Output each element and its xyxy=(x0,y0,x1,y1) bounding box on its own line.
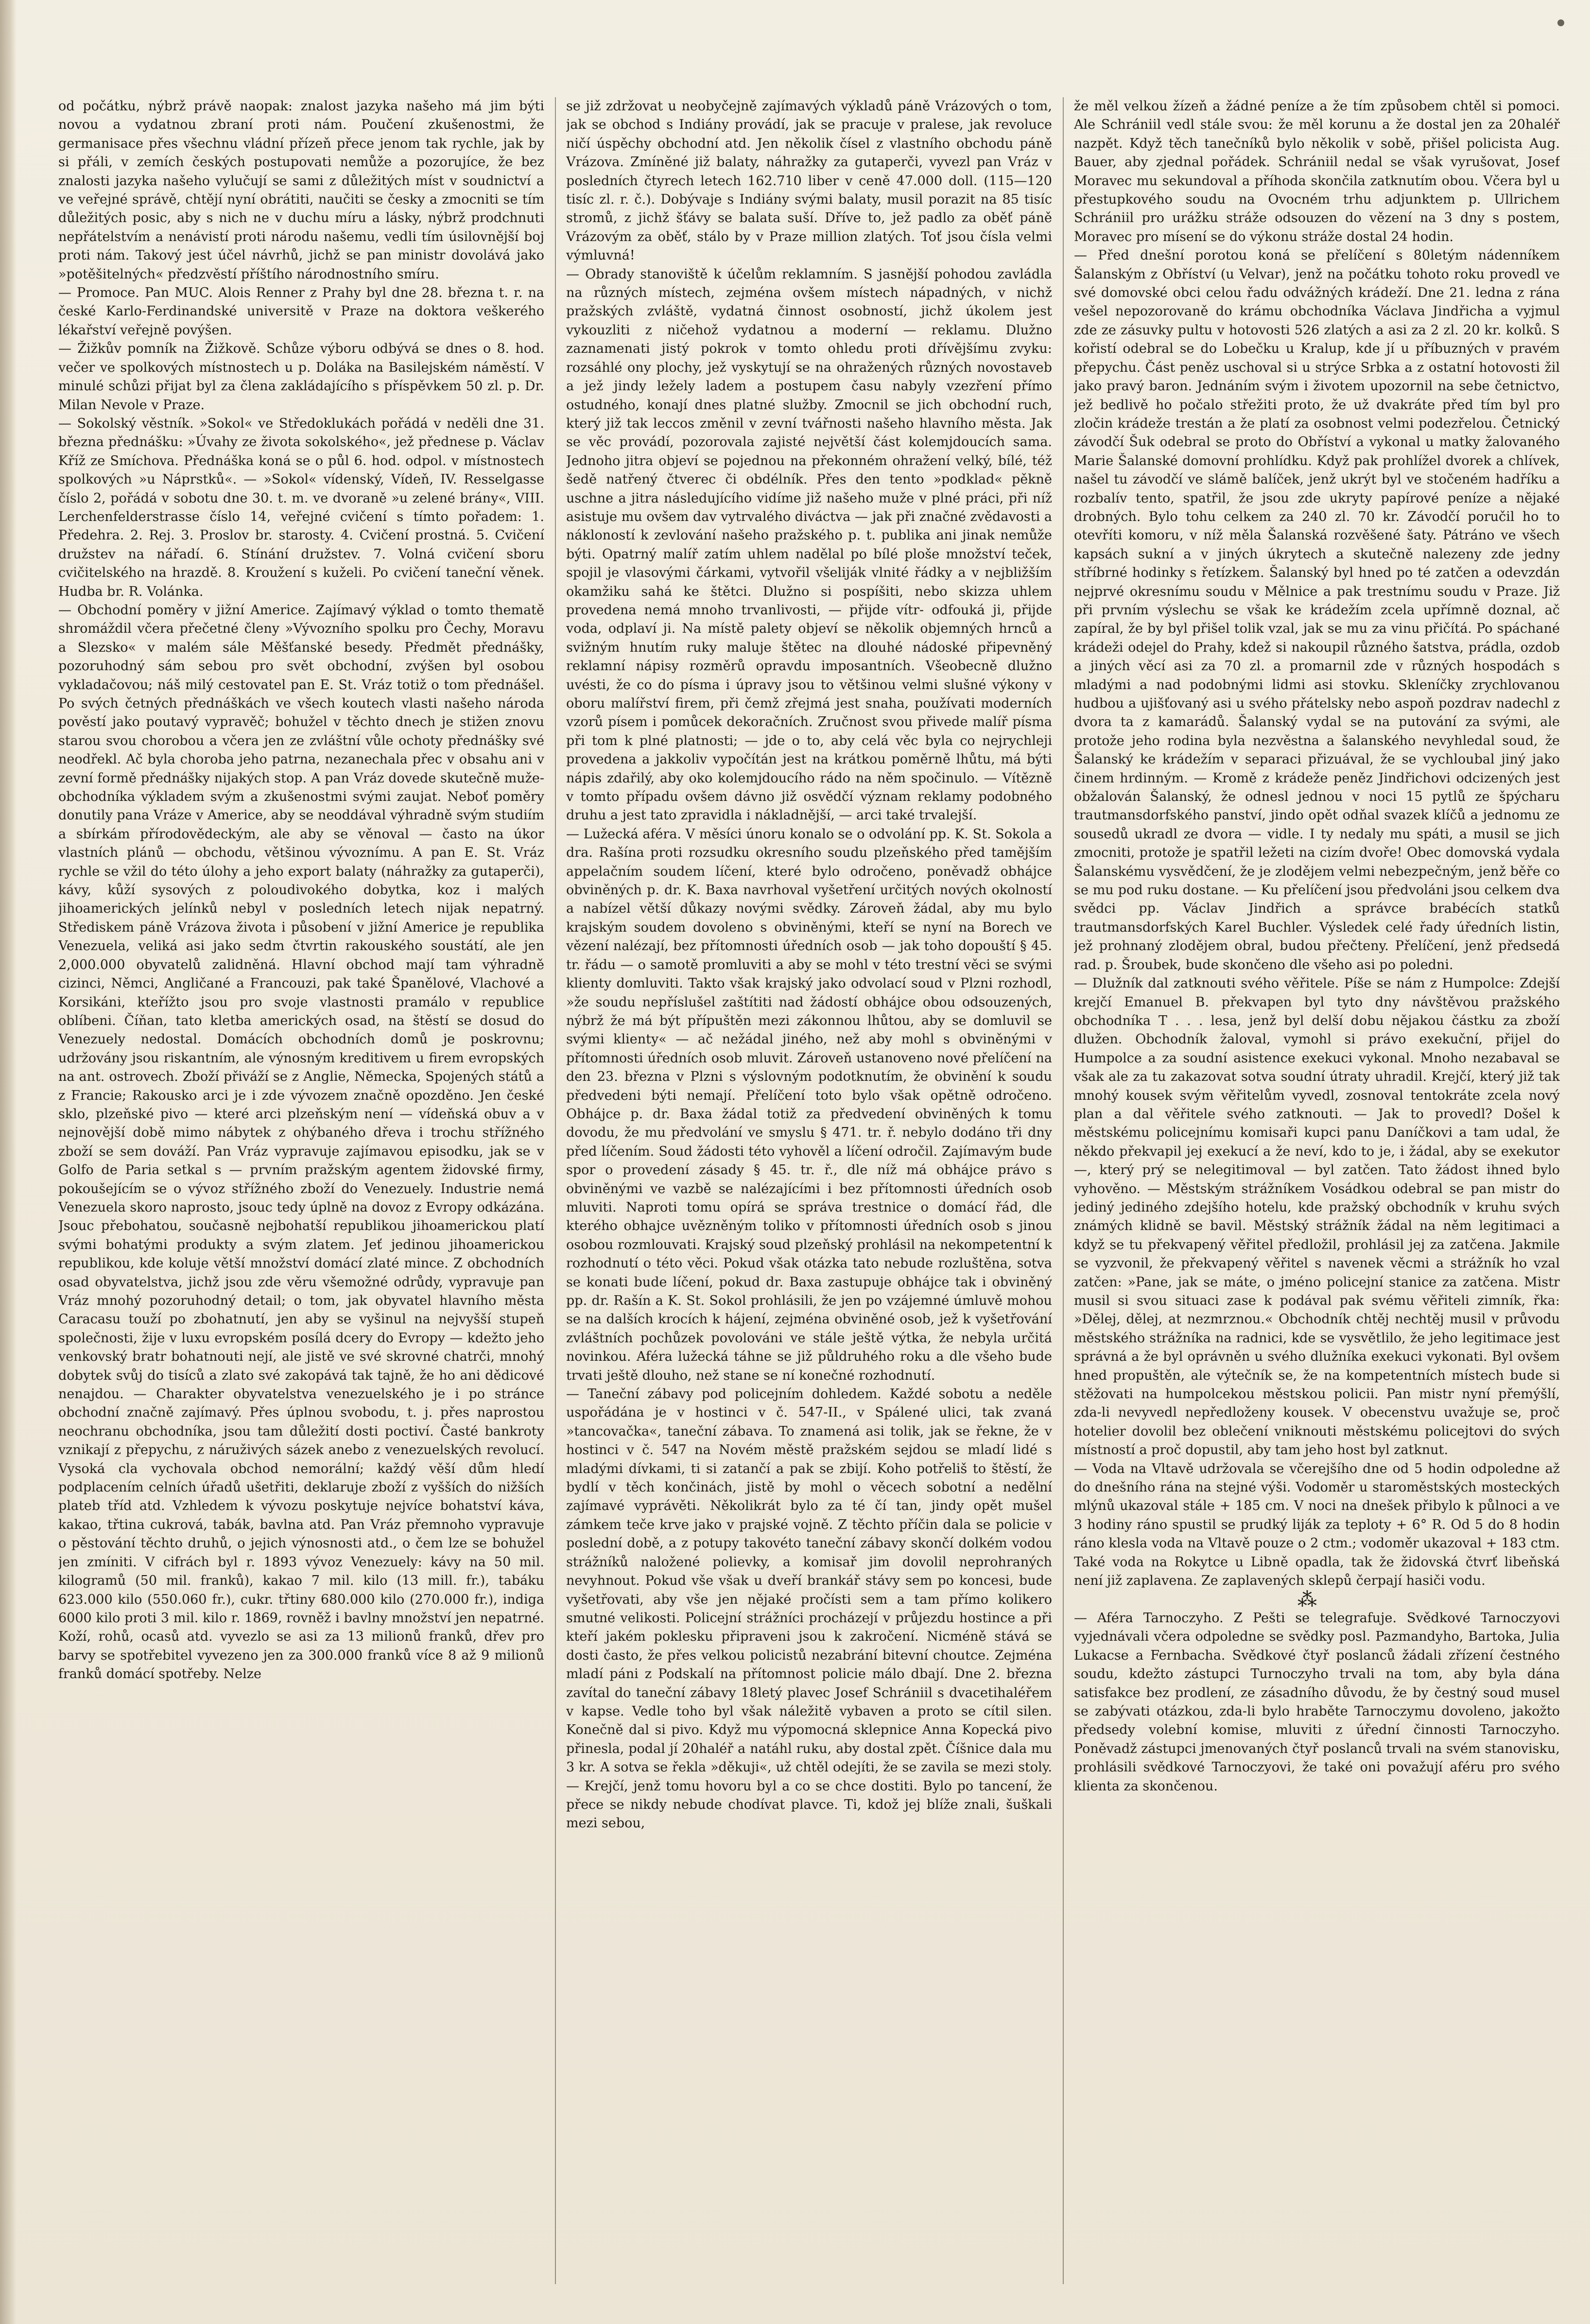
article-jury-trial: — Před dnešní porotou koná se přelíčení s 80letým nádenníkem Šalanským z Obříství (u Velvar), jenž na počátku tohoto roku provedl ve své domovské obci celou řadu odvážných krádeží. Dne 21. ledna z rána vešel nepozorovaně do krámu obchodníka Václava Jindřicha a vyjmul zde ze zásuvky pultu v hotovosti 526 zlatých a asi za 2 zl. 20 kr. kolků. S kořistí odebral se do Lobečku u Kralup, kde jí u příbuzných v pravém přepychu. Část peněz uschoval si u strýce Srbka a z ostatní hotovosti žil jako pravý baron. Jednáním svým i životem upozornil na sebe četnictvo, jež bedlivě ho počalo střežiti proto, že už dvakráte před tím byl pro zločin krádeže trestán a že platí za osobnost velmi podezřelou. Četnický závodčí Šuk odebral se proto do Obříství a vykonal u matky žalovaného Marie Šalanské domovní prohlídku. Když pak prohlížel dvorek a chlívek, našel tu závodčí ve slámě balíček, jenž ukrýt byl ve stočeném hadříku a rozbalív tento, spatřil, že jsou zde ukryty papírové peníze a nějaké drobných. Bylo tohu celkem za 240 zl. 70 kr. Závodčí poručil ho to otevříti komoru, v níž měla Šalanská rozvěšené šaty. Pátráno ve všech kapsách sukní a v jiných úkrytech a skutečně nalezeny zde jedny stříbrné hodinky s řetízkem. Šalanský byl hned po té zatčen a odevzdán nejprvé okresnímu soudu v Mělnice a pak trestnímu soudu v Praze. Již při prvním výslechu se však ke krádežím zcela upřímně doznal, ač zapíral, že by byl přišel tolik vzal, jak se mu za vinu přičítá. Po spáchané krádeži odejel do Prahy, kdež si nakoupil různého šatstva, prádla, ozdob a jiných věcí asi za 70 zl. a promarnil zde v různých hospodách s mladými a nad podobnými lidmi asi stovku. Skleníčky zrychlovanou hudbou a ujišťovaný asi u svého přátelsky nebo aspoň pozdrav nadechl z dvora ta z kamarádů. Šalanský vydal se na putování za svými, ale protože jeho rodina byla nezvěstna a šalanského nevyhledal soud, že Šalanský ke krádežím v separaci přizuával, že se vychloubal jiný jako činem hrdinným. — Kromě z krádeže peněz Jindřichovi odcizených jest obžalován Šalanský, že odnesl jednou v noci 15 pytlů ze špýcharu trautmansdorfského panství, jindo opět odňal svazek klíčů a jednomu ze sousedů ukradl ze dvora — vidle. I ty nedaly mu spáti, a musil se jich zmocniti, protože je spatřil ležeti na cizím dvoře! Obec domovská vydala Šalanskému vysvědčení, že je zlodějem velmi nebezpečným, jenž běře co se mu pod ruku dostane. — Ku přelíčení jsou předvoláni jsou celkem dva svědci pp. Václav Jindřich a správce brabécích statků trautmansdorfských Karel Buchler. Výsledek celé řady úředních listin, jež prohnaný zlodějem obral, budou přečteny. Přelíčení, jenž předsedá rad. p. Šroubek, bude skončeno dle všeho asi po poledni. xyxy=(1074,248,1560,972)
section-separator: ⁂ xyxy=(1297,1588,1336,1611)
paragraph-language-policy: od počátku, nýbrž právě naopak: znalost jazyka našeho má jim býti novou a vydatnou zbraní proti nám. Poučení zkušenostmi, že germanisace přes všechnu vládní přízeň přece jenom tak rychle, jak by si přáli, v zemích českých postupovati nemůže a pozorujíce, že bez znalosti jazyka našeho vylučují se sami z důležitých míst v soudnictví a ve veřejné správě, chtějí nyní obrátiti, naučiti se česky a zmocniti se tím důležitých posic, aby s nich ne v duchu míru a lásky, nýbrž prodchnuti nepřátelstvím a nenávistí proti národu našemu, vedli tím úsilovnější boj proti nám. Takový jest účel návrhů, jichž se pan ministr dovolává jako »potěšitelných« předzvěstí příštího národnostního smíru. xyxy=(58,99,544,282)
article-zizka-monument: — Žižkův pomník na Žižkově. Schůze výboru odbývá se dnes o 8. hod. večer ve spolkových místnostech u p. Doláka na Basilejském náměstí. V minulé schůzi přijat byl za člena zakládajícího s příspěvkem 50 zl. p. Dr. Milan Nevole v Praze. xyxy=(58,341,544,413)
page-binding-edge xyxy=(0,0,17,2324)
article-debtor-arrest: — Dlužník dal zatknouti svého věřitele. Píše se nám z Humpolce: Zdejší krejčí Emanuel B. překvapen byl tyto dny návštěvou pražského obchodníka T . . . lesa, jenž byl delší dobu nějakou částku za zboží dlužen. Obchodník žaloval, vymohl si právo exekuční, přijel do Humpolce a za soudní asistence exekuci vykonal. Mnoho nezabaval se však ale za tu zakazovat sotva soudní útraty uhradil. Krejčí, který již tak mnohý kousek svým věřitelům vyvedl, zosnoval tentokráte zcela nový plan a dal věřitele svého zatknouti. — Jak to provedl? Došel k městskému policejnímu komisaři kupci panu Daníčkovi a tam udal, že někdo překvapil jej exekucí a že neví, kdo to je, i žádal, aby se exekutor —, který prý se nelegitimoval — byl zatčen. Tato žádost ihned bylo vyhověno. — Městským strážníkem Vosádkou odebral se pan mistr do jediný jediného zdejšího hotelu, kde pražský obchodník v kruhu svých známých klidně se bavil. Městský strážník žádal na něm legitimaci a když se tu překvapený věřitel předložil, prohlásil jej za zatčena. Jakmile se vyzvonil, že překvapený věřitel s navenek věcmi a strážník ho vzal zatčen: »Pane, jak se máte, o jméno policejní stanice za zatčena. Mistr musil si svou situaci zase k podával pak svému věřiteli zimník, řka: »Dělej, dělej, at nezmrznou.« Obchodník chtěj nechtěj musil v průvodu městského strážníka na radnici, kde se vysvětlilo, že jeho legitimace jest správná a že byl oprávněn u svého dlužníka exekuci vykonati. Byl ovšem hned propuštěn, ale výtečník se, že na kompetentních místech bude si stěžovati na humpolcekou městskou policii. Pan mistr nyní přemýšlí, zda-li nevyvedl nepředloženy kousek. V obecenstvu uvažuje se, proč hotelier dovolil bez oblečení vniknouti městskému policejtovi do svých místností a proč dopustil, aby tam jeho host byl zatknut. xyxy=(1074,976,1560,1458)
corner-mark xyxy=(1557,19,1564,26)
column-rule xyxy=(1063,97,1064,2284)
article-sokol-news: — Sokolský věstník. »Sokol« ve Středoklukách pořádá v neděli dne 31. března přednášku: »Úvahy ze života sokolského«, jež přednese p. Václav Kříž ze Smíchova. Přednáška koná se o půl 6. hod. odpol. v místnostech spolkových »u Náprstků«. — »Sokol« vídenský, Vídeň, IV. Resselgasse číslo 2, pořádá v sobotu dne 30. t. m. ve dvoraně »u zelené brány«, VIII. Lerchenfelderstrasse číslo 14, veřejné cvičení s tímto pořadem: 1. Předehra. 2. Rej. 3. Proslov br. starosty. 4. Cvičení prostná. 5. Cvičení družstev na nářadí. 6. Stínání družstev. 7. Volná cvičení sboru cvičitelského na hrazdě. 8. Kroužení s kuželi. Po cvičení taneční věnek. Hudba br. R. Volánka. xyxy=(58,416,544,599)
column-rule xyxy=(555,97,556,2284)
article-tarnoczy-affair: — Aféra Tarnoczyho. Z Pešti se telegrafuje. Svědkové Tarnoczyovi vyjednávali včera odpoledne se svědky posl. Pazmandyho, Bartoka, Julia Lukacse a Fernbacha. Svědkové čtyř poslanců žádali zřízení čestného soudu, kdežto zástupci Turnoczyho trvali na tom, aby byla dána satisfakce bez prodlení, ze zásadního důvodu, že by čestný soud musel se zabývati otázkou, zda-li bylo hraběte Tarnoczymu dovoleno, jakožto předsedy volební komise, mluviti z úřední činnosti Tarnoczyho. Poněvadž zástupci jmenovaných čtyř poslanců trvali na svém stanovisku, prohlásili svědkové Tarnoczyovi, že také oni považují aféru pro svého klienta za skončenou. xyxy=(1074,1610,1560,1794)
article-luzec-affair: — Lužecká aféra. V měsíci únoru konalo se o odvolání pp. K. St. Sokola a dra. Rašína proti rozsudku okresního soudu plzeňského před tamějším appelačním soudem líčení, které bylo odročeno, poněvadž obhájce obviněných p. dr. K. Baxa navrhoval vyšetření určitých nových okolností a nabízel větší důkazy novými svědky. Zároveň žádal, aby mu bylo krajským soudem dovoleno s obviněnými, kteří se nyní na Borech ve vězení nalézají, bez přítomnosti úředních osob — jak toho dopouští § 45. tr. řádu — o samotě promluviti a aby se mohl v této trestní věci se svými klienty domluviti. Takto však krajský jako odvolací soud v Plzni rozhodl, »že soudu nepříslušel zaštítiti nad žádostí obhájce obou odsouzených, nýbrž že má být přípuštěn mezi zákonnou lhůtou, aby se domluvil se svými klienty« — ač nežádal jiného, než aby mohl s obviněnými v přítomnosti úředních osob mluvit. Zároveň ustanoveno nové přelíčení na den 23. března v Plzni s výslovným podotknutím, že obvinění k soudu předvedeni býti nemají. Přelíčení toto bylo však opětně odročeno. Obhájce p. dr. Baxa žádal totiž za předvedení obviněných k tomu dovodu, že mu předvolání ve smyslu § 471. tr. ř. nebylo dodáno tři dny před líčením. Soud žádosti této vyhověl a líčení odročil. Zajímavým bude spor o provedení zásady § 45. tr. ř., dle níž má obhájce právo s obviněnými ve vazbě se nalézajícími i bez přítomnosti úředních osob mluviti. Naproti tomu opírá se správa trestnice o domácí řád, dle kterého obhajce uvězněným toliko v přítomnosti úředních osob s jinou osobou rozmlouvati. Krajský soud plzeňský prohlásil na nekompetentní k rozhodnutí o této věci. Pokud však otázka tato nebude rozluštěna, sotva se konati bude líčení, pokud dr. Baxa zastupuje obhájce tak i obviněný pp. dr. Rašín a K. St. Sokol prohlásili, že jen po vzájemné úmluvě mohou se na dalších krocích k hájení, zejména obviněné osob, jež k vyšetřování zvláštních pochůzek povolováni ve stále ještě výtka, že nebyla určitá novinkou. Aféra lužecká táhne se již půldruhého roku a dle všeho bude trvati ještě dlouho, než stane se ní konečné rozhodnutí. xyxy=(566,826,1052,1383)
column-1 xyxy=(58,97,544,2284)
column-2 xyxy=(566,97,1052,2284)
article-dance-police: — Taneční zábavy pod policejním dohledem. Každé sobotu a neděle uspořádána je v hostinci v č. 547-II., v Spálené ulici, tak zvaná »tancovačka«, taneční zábava. To znamená asi tolik, jak se řekne, že v hostinci v č. 547 na Novém městě pražském sejdou se mladí lidé s mladými dívkami, ti si zatančí a pak se zbijí. Koho potřeliš to štěstí, že bydlí v těch končinách, jistě by mohl o věcech sobotní a nedělní zajímavé vyprávěti. Několikrát bylo za té čí tan, jindy opět mušel zámkem teče krve jako v prajské vojně. Z těchto příčin dala se policie v poslední době, a z potupy takovéto taneční zábavy skončí dolkém vodou strážníků naložené polievky, a komisař jim dovolil neprohraných nevyhnout. Pokud vše však u dveří brankář stávy sem po koncesi, bude vyšetřovati, aby vše jen nějaké pročísti sem a tam přímo kolikero smutné velikosti. Policejní strážníci procházejí v průjezdu hostince a při kteří jakém poklesku připraveni jsou k zakročení. Nicméně stává se dosti často, že přes velkou policistů nezabrání bitevní choutce. Zejména mladí páni z Podskalí na přítomnost policie málo dbají. Dne 2. března zavítal do taneční zábavy 18letý plavec Josef Schrániil s dvacetihaléřem v kapse. Vedle toho byl však náležitě vybaven a proto se cítil silen. Konečně dal si pivo. Když mu výpomocná sklepnice Anna Kopecká pivo přinesla, podal jí 20haléř a natáhl ruku, aby dostal zpět. Číšnice dala mu 3 kr. A sotva se řekla »děkuji«, už chtěl odejíti, že se zavila se mezi stoly. — Krejčí, jenž tomu hovoru byl a co se chce dostiti. Bylo po tancení, že přece se nikdy nebude chodívat plavce. Ti, kdož jej blíže znali, šuškali mezi sebou, xyxy=(566,1387,1052,1831)
article-advertising-fences: — Obrady stanoviště k účelům reklamním. S jasnější pohodou zavládla na různých místech, zejména ovšem místech nápadných, v nichž pražských zvláště, vydatná činnost osobností, jichž úkolem jest vykouzliti z ničehož vydatnou a moderní — reklamu. Dlužno zaznamenati jistý pokrok v tomto ohledu proti dřívějšímu zvyku: rozsáhlé ony plochy, jež vyskytují se na ohražených různých novostaveb a jež jindy ležely ladem a postupem času nabyly vzezření přímo ostudného, konají dnes platné služby. Zmocnil se jich obchodní ruch, který již tak leccos změnil v zevní tvářnosti našeho hlavního města. Jak se věc provádí, pozorovala zajisté největší část kolemjdoucích sama. Jednoho jitra objeví se pojednou na překonném ohražení velký, bílé, též šedě natřený čtverec či obdélník. Přes den tento »podklad« pěkně uschne a jitra následujícího vidíme již našeho muže v plné práci, při níž asistuje mu ovšem dav vytrvalého diváctva — jak při značné zvědavosti a nákloností k zevlování našeho pražského p. t. publika ani jinak nemůže býti. Opatrný malíř zatím uhlem nadělal po bílé ploše množství teček, spojil je vlasovými čárkami, vytvořil všeliják vlnité řádky a v nejbližším okamžiku sahá ke štětci. Dlužno si pospíšiti, nebo skizza uhlem provedena nemá mnoho trvanlivosti, — přijde vítr- odfouká ji, přijde voda, odplaví ji. Na místě palety objeví se několik objemných hrnců a svižným hnutím ruky maluje štětec na dlouhé nádoské připevněný reklamní nápisy rozměrů opravdu imposantních. Všeobecně dlužno uvésti, že co do písma i úpravy jsou to většinou velmi slušné výkony v oboru malířství firem, při čemž zřejmá jest snaha, používati moderních vzorů písem i pomůcek dekoračních. Zručnost svou přivede malíř písma při tom k plné platnosti; — jde o to, aby celá věc byla co nejrychleji provedena a jakkoliv vypočítán jest na krátkou poměrně lhůtu, má býti nápis zdařilý, aby oko kolemjdoucího rádo na něm spočinulo. — Vítězně v tomto případu ovšem dávno již osvědčí význam reklamy podobného druhu a jest tato zpravidla i nákladnější, — arci také trvalejší. xyxy=(566,266,1052,823)
paragraph-dance-continued: že měl velkou žízeň a žádné peníze a že tím způsobem chtěl si pomoci. Ale Schrániil vedl stále svou: že měl korunu a že dostal jen za 20haléř nazpět. Když těch tanečníků bylo několik v sobě, přišel policista Aug. Bauer, aby zjednal pořádek. Schrániil nedal se však vyrušovat, Josef Moravec mu sekundoval a příhoda skončila zatknutím obou. Včera byl u přestupkového soudu na Ovocném trhu adjunktem p. Ullrichem Schrániil pro urážku stráže odsouzen do vězení na 3 dny s postem, Moravec pro mísení se do výkonu stráže dostal 24 hodin. xyxy=(1074,99,1560,244)
article-south-america-trade: — Obchodní poměry v jižní Americe. Zajímavý výklad o tomto thematě shromáždil včera přečetné členy »Vývozního spolku pro Čechy, Moravu a Slezsko« v malém sále Měšťanské besedy. Předmět přednášky, pozoruhodný sám sebou pro svět obchodní, zvýšen byl osobou vykladačovou; náš milý cestovatel pan E. St. Vráz totiž o tom přednášel. Po svých četných přednáškách ve všech koutech vlasti našeho národa pověstí jako poutavý vypravěč; bohužel v těchto dnech je stižen znovu starou svou chorobou a včera jen ze zvláštní vůle ochoty přednášky své neodřekl. Ač byla chorobа jeho patrna, nezanechala přec v obsahu ani v zevní formě přednášky nijakých stop. A pan Vráz dovede skutečně muže-obchodníka výkladem svým a zkušenostmi svými zaujat. Neboť poměry donutily pana Vráze v Americe, aby se neoddával výhradně svým studiím a sbírkám přírodovědeckým, ale aby se věnoval — často na úkor vlastních plánů — obchodu, většinou vývoznímu. A pan E. St. Vráz rychle se vžil do této úlohy a jeho export balaty (náhražky za gutaperči), kávy, kůží sysových z poloudivokého dobytka, koz i malých jihoamerických jelínků nebyl v posledních letech nijak nepatrný. Střediskem páně Vrázova života i působení v jižní Americe je republika Venezuela, veliká asi jako sedm čtvrtin rakouského soustátí, ale jen 2,000.000 obyvatelů zalidněná. Hlavní obchod mají tam výhradně cizinci, Němci, Angličané a Francouzi, pak také Španělové, Vlachové a Korsikáni, kteřížto jsou pro svoje vlastnosti pramálo v republice oblíbeni. Číňan, tato kletba amerických osad, na štěstí se dosud do Venezuely nedostal. Domácích obchodních domů je poskrovnu; udržovány jsou riskantním, ale výnosným kreditivem u firem evropských na ant. ostrovech. Zboží přiváží se z Anglie, Německa, Spojených států a z Francie; Rakousko arci je i zde vývozem značně opozděno. Jen české sklo, plzeňské pivo — které arci plzeňským není — vídeňská obuv a v nejnovější době mimo nábytek z ohýbaného dřeva i trochu střížného zboží se sem dováží. Pan Vráz vypravuje zajímavou episodku, jak se v Golfo de Paria setkal s — prvním pražským agentem židovské firmy, pokoušejícím se o vývoz střížného zboží do Venezuely. Industrie nemá Venezuela skoro naprosto, jsouc tedy úplně na dovoz z Evropy odkázána. Jsouc přebohatou, současně nejbohatší republikou jihoamerickou platí svými bohatými produkty a svým zlatem. Jeť jedinou jihoamerickou republikou, kde koluje větší množství domácí zlaté mince. Z obchodních osad obyvatelstva, jichž jsou zde věru všemožné odrůdy, vypravuje pan Vráz mnohý pozoruhodný detail; o tom, jak obyvatel hlavního města Caracasu touží po zbohatnutí, jen aby se vyšinul na nejvyšší stupeň společnosti, žije v luxu evropském posílá dcery do Evropy — kdežto jeho venkovský bratr bohatnouti nejí, ale jistě ve své skrovné chatrči, mnohý dobytek svůj do tisíců a zlato své zakopává tak tajně, že ho ani dědicové nenajdou. — Charakter obyvatelstva venezuelského je i po stránce obchodní značně zajímavý. Přes úplnou svobodu, t. j. přes naprostou neochranu obchodníka, jsou tam důležití dosti poctiví. Časté bankroty vznikají z přepychu, z náruživých sázek anebo z venezuelských revolucí. Vysoká cla vychovala obchod nemorální; každý věší dům hledí podplacením celních úřadů ušetřiti, deklaruje zboží z vyšších do nižších plateb tříd atd. Vzhledem k vývozu poskytuje nejvíce bohatství káva, kakao, třtina cukrová, tabák, bavlna atd. Pan Vráz přemnoho vypravuje o pěstování těchto druhů, o jejich výnosnosti atd., o čem lze se bohužel jen zmíniti. V cifrách byl r. 1893 vývoz Venezuely: kávy na 50 mil. kilogramů (50 mil. franků), kakao 7 mil. kilo (13 mill. fr.), tabáku 623.000 kilo (550.060 fr.), cukr. třtiny 680.000 kilo (270.000 fr.), indiga 6000 kilo proti 3 mil. kilo r. 1869, rovněž i bavlny množství jen nepatrné. Koží, rohů, ocasů atd. vyvezlo se asi za 13 milionů franků, dřev pro barvy se spotřebitel vyvezeno jen za 300.000 franků více 8 až 9 milionů franků domácí spotřeby. Nelze xyxy=(58,602,544,1682)
paragraph-vraz-continued: se již zdržovat u neobyčejně zajímavých výkladů páně Vrázových o tom, jak se obchod s Indiány provádí, jak se pracuje v pralese, jak revoluce ničí úspěchy obchodní atd. Jen několik čísel z vlastního obchodu páně Vrázova. Zmíněné již balaty, náhražky za gutaperči, vyvezl pan Vráz v posledních čtyrech letech 162.710 liber v ceně 47.000 doll. (115—120 tisíc zl. r. č.). Dobývaje s Indiány svými balaty, musil porazit na 85 tisíc stromů, z jichž šťávy se balata suší. Dříve to, jež padlo za oběť páně Vrázovým za oběť, stálo by v Praze million zlatých. Toť jsou čísla velmi výmluvná! xyxy=(566,99,1052,263)
article-promoce: — Promoce. Pan MUC. Alois Renner z Prahy byl dne 28. března t. r. na české Karlo-Ferdinandské universitě v Praze na doktora veškerého lékařství veřejně povýšen. xyxy=(58,285,544,338)
column-3 xyxy=(1074,97,1560,2284)
article-vltava-water: — Voda na Vltavě udržovala se včerejšího dne od 5 hodin odpoledne až do dnešního rána na stejné výši. Vodoměr u staroměstských mosteckých mlýnů ukazoval stále + 185 cm. V noci na dnešek přibylo k půlnoci a ve 3 hodiny ráno spustil se prudký liják za teploty + 6° R. Od 5 do 8 hodin ráno klesla voda na Vltavě pouze o 2 ctm.; vodoměr ukazoval + 183 ctm. Také voda na Rokytce u Libně opadla, tak že židovská čtvrť libeňská není již zaplavena. Ze zaplavených sklepů čerpají hasiči vodu. xyxy=(1074,1461,1560,1589)
